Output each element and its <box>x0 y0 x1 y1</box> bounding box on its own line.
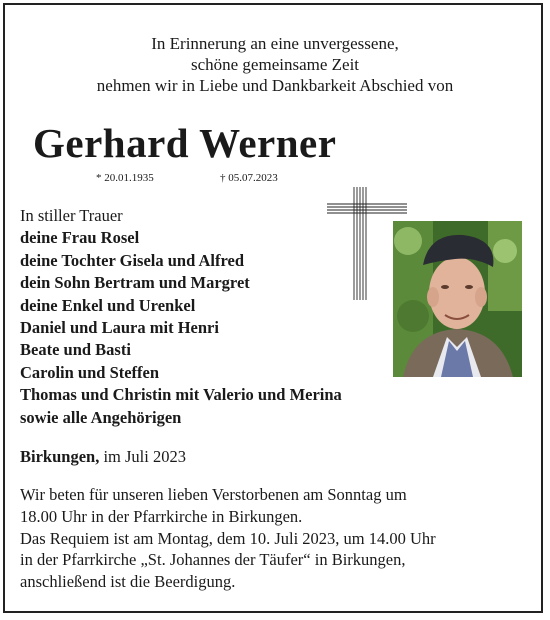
mourner-entry: sowie alle Angehörigen <box>20 407 182 427</box>
mourners-list <box>20 205 342 429</box>
mourner-entry: dein Sohn Bertram und Margret <box>20 273 250 293</box>
intro-line: In Erinnerung an eine unvergessene, <box>151 34 399 53</box>
notes-line: Wir beten für unseren lieben Verstorbenen am Sonntag um <box>20 485 407 504</box>
notes-line: 18.00 Uhr in der Pfarrkirche in Birkungen. <box>20 506 303 526</box>
intro-line: schöne gemeinsame Zeit <box>190 55 360 74</box>
mourner-entry: Daniel und Laura mit Henri <box>20 318 219 338</box>
mourner-entry: deine Frau Rosel <box>20 228 140 248</box>
notes-line: anschließend ist die Beerdigung. <box>20 572 236 592</box>
intro-text <box>0 33 550 96</box>
portrait-photo <box>393 221 522 377</box>
death-date: † 05.07.2023 <box>220 172 278 184</box>
mourners-intro: In stiller Trauer <box>20 206 123 225</box>
intro-line: nehmen wir in Liebe und Dankbarkeit Abschied von <box>96 76 454 95</box>
mourner-entry: Thomas und Christin mit Valerio und Merina <box>20 385 342 405</box>
mourner-entry: deine Enkel und Urenkel <box>20 295 196 315</box>
place-month: im Juli 2023 <box>103 447 186 466</box>
mourner-entry: deine Tochter Gisela und Alfred <box>20 250 245 270</box>
mourner-entry: Carolin und Steffen <box>20 362 160 382</box>
birth-date: * 20.01.1935 <box>96 172 154 184</box>
mourner-entry: Beate und Basti <box>20 340 131 360</box>
service-notes <box>20 484 436 593</box>
deceased-name: Gerhard Werner <box>33 120 337 166</box>
notes-line: Das Requiem ist am Montag, dem 10. Juli 2023, um 14.00 Uhr <box>20 528 436 548</box>
place-town: Birkungen, <box>20 447 100 466</box>
place-date <box>20 447 186 467</box>
notes-line: in der Pfarrkirche „St. Johannes der Täufer“ in Birkungen, <box>20 550 406 570</box>
